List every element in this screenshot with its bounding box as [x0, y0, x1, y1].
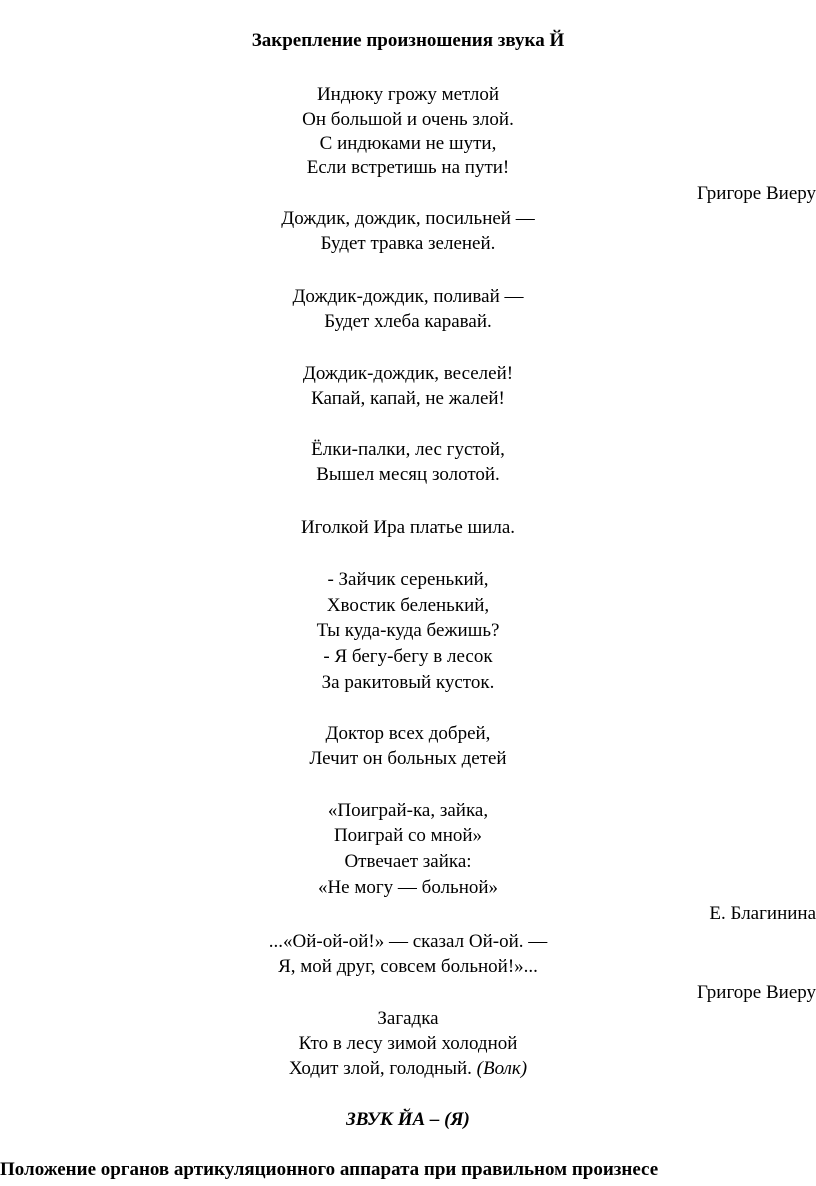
poem-line: «Поиграй-ка, зайка,: [327, 800, 489, 821]
section-title: ЗВУК ЙА – (Я): [346, 1109, 470, 1130]
poem-line: Будет травка зеленей.: [320, 233, 496, 254]
riddle-text: Ходит злой, голодный.: [288, 1058, 472, 1079]
riddle-title: Загадка: [377, 1008, 439, 1029]
riddle-last-line: [0, 1057, 816, 1081]
poem-line: ...«Ой-ой-ой!» — сказал Ой-ой. —: [268, 931, 548, 952]
bottom-heading: Положение органов артикуляционного аппарата при правильном произнесе: [0, 1159, 659, 1180]
poem-line: Доктор всех добрей,: [325, 723, 491, 744]
poem-line: Дождик-дождик, поливай —: [292, 286, 524, 307]
poem-line: - Зайчик серенький,: [327, 569, 489, 590]
author-label: Григоре Виеру: [697, 183, 816, 204]
poem-line: Вышел месяц золотой.: [316, 464, 500, 485]
poem-line: «Не могу — больной»: [317, 877, 499, 898]
poem-line: Капай, капай, не жалей!: [311, 388, 505, 409]
poem-line: Если встретишь на пути!: [306, 157, 510, 178]
poem-line: Ты куда-куда бежишь?: [316, 620, 500, 641]
page-title: Закрепление произношения звука Й: [251, 30, 565, 51]
poem-line: Хвостик беленький,: [326, 595, 490, 616]
poem-line: Кто в лесу зимой холодной: [298, 1033, 518, 1054]
poem-line: Он большой и очень злой.: [302, 109, 514, 130]
poem-line: Дождик-дождик, веселей!: [302, 363, 514, 384]
poem-line: Дождик, дождик, посильней —: [281, 208, 535, 229]
poem-line: Иголкой Ира платье шила.: [300, 517, 516, 538]
poem-line: Поиграй со мной»: [333, 825, 483, 846]
poem-line: Отвечает зайка:: [344, 851, 472, 872]
poem-line: Я, мой друг, совсем больной!»...: [278, 956, 538, 977]
poem-line: За ракитовый кусток.: [321, 672, 495, 693]
poem-line: Лечит он больных детей: [309, 748, 507, 769]
poem-line: - Я бегу-бегу в лесок: [323, 646, 493, 667]
author-label: Е. Благинина: [709, 903, 816, 924]
riddle-answer: (Волк): [476, 1058, 528, 1079]
poem-line: Индюку грожу метлой: [316, 84, 500, 105]
poem-line: Ёлки-палки, лес густой,: [311, 439, 505, 460]
poem-line: Будет хлеба каравай.: [324, 311, 492, 332]
poem-line: С индюками не шути,: [319, 133, 497, 154]
author-label: Григоре Виеру: [697, 982, 816, 1003]
